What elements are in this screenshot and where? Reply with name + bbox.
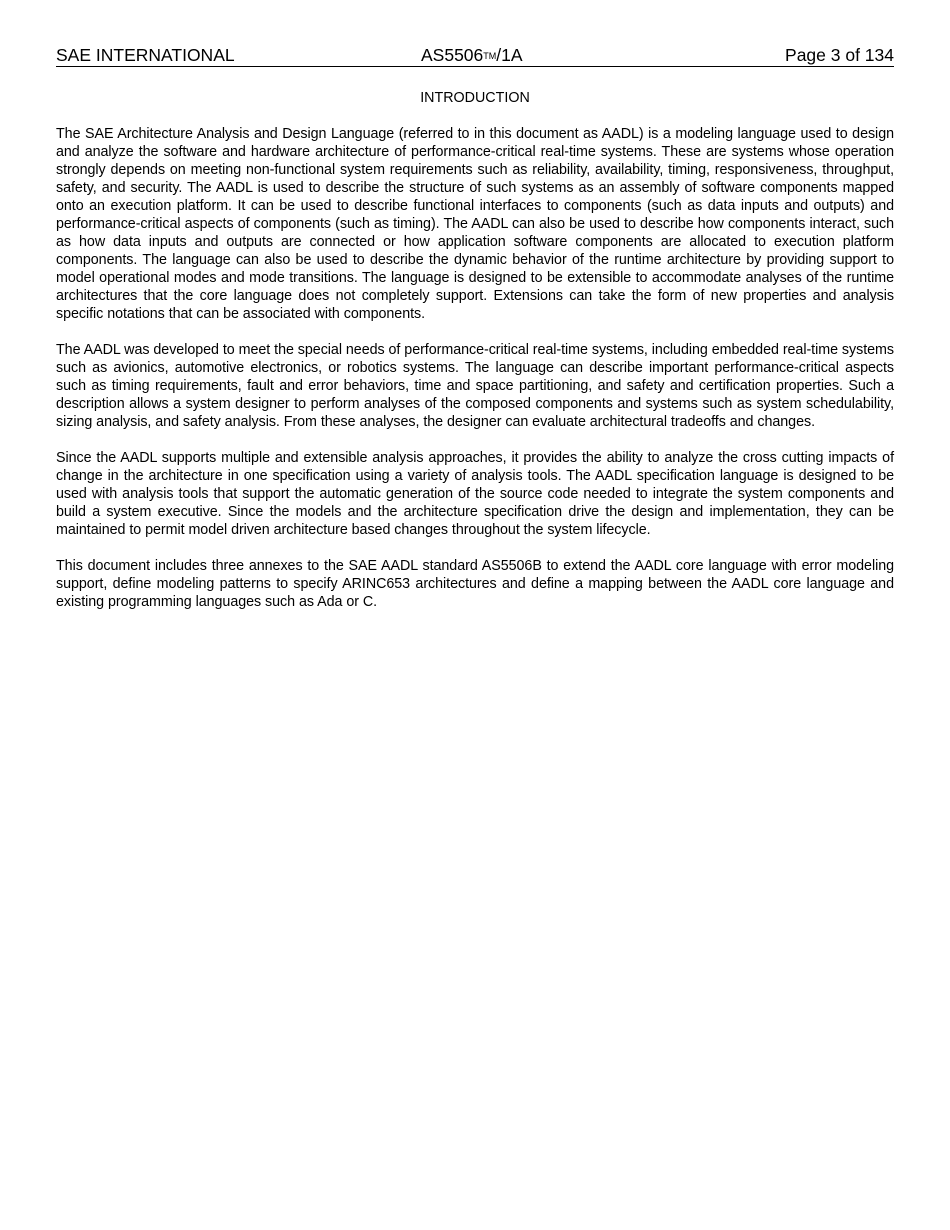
paragraph-intro-1: The SAE Architecture Analysis and Design Language (referred to in this document as AADL) is a modeling language used to design and analyze the software and hardware architecture of performance-critical real-time systems. These are systems whose operation strongly depends on meeting non-functional system requirements such as reliability, availability, timing, responsiveness, throughput, safety, and security. The AADL is used to describe the structure of such systems as an assembly of software components mapped onto an execution platform. It can be used to describe functional interfaces to components (such as data inputs and outputs) and performance-critical aspects of components (such as timing). The AADL can also be used to describe how components interact, such as how data inputs and outputs are connected or how application software components are allocated to execution platform components. The language can also be used to describe the dynamic behavior of the runtime architecture by providing support to model operational modes and mode transitions. The language is designed to be extensible to accommodate analyses of the runtime architectures that the core language does not completely support. Extensions can take the form of new properties and analysis specific notations that can be associated with components.: [56, 126, 894, 322]
paragraph-intro-3: Since the AADL supports multiple and extensible analysis approaches, it provides the ability to analyze the cross cutting impacts of change in the architecture in one specification using a variety of analysis tools. The AADL specification language is designed to be used with analysis tools that support the automatic generation of the source code needed to integrate the system components and build a system executive. Since the models and the architecture specification drive the design and implementation, they can be maintained to permit model driven architecture based changes throughout the system lifecycle.: [56, 450, 894, 538]
header-doc-id-suffix: /1A: [496, 45, 523, 65]
header-doc-id-main: AS5506: [421, 45, 484, 65]
header-org: SAE INTERNATIONAL: [56, 45, 235, 65]
paragraph-intro-2: The AADL was developed to meet the special needs of performance-critical real-time systems, including embedded real-time systems such as avionics, automotive electronics, or robotics systems. The language can describe important performance-critical aspects such as timing requirements, fault and error behaviors, time and space partitioning, and safety and certification properties. Such a description allows a system designer to perform analyses of the composed components and systems such as system schedulability, sizing analysis, and safety analysis. From these analyses, the designer can evaluate architectural tradeoffs and changes.: [56, 342, 894, 430]
header-page-number: Page 3 of 134: [785, 45, 894, 65]
header-doc-id: [421, 44, 523, 67]
paragraph-intro-4: This document includes three annexes to the SAE AADL standard AS5506B to extend the AADL core language with error modeling support, define modeling patterns to specify ARINC653 architectures and define a mapping between the AADL core language and existing programming languages such as Ada or C.: [56, 558, 894, 610]
trademark-mark: TM: [483, 51, 497, 61]
document-page: [56, 0, 894, 629]
page-header: [56, 44, 894, 67]
section-title: INTRODUCTION: [420, 90, 530, 106]
